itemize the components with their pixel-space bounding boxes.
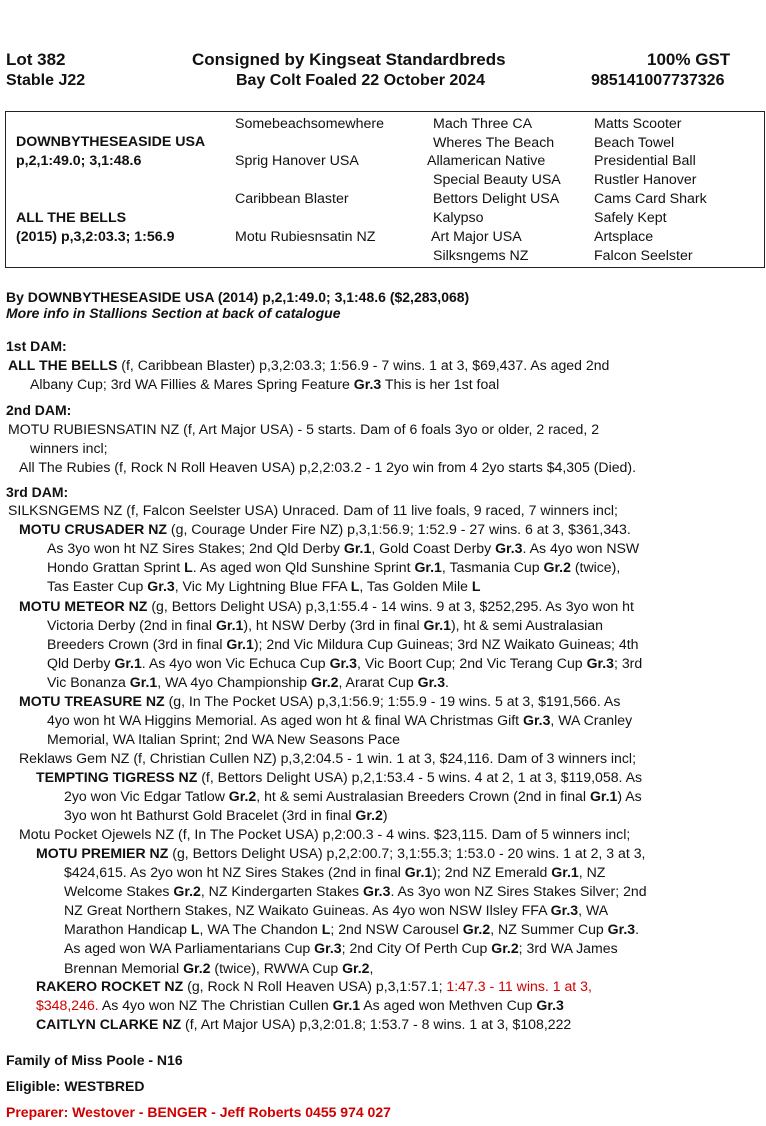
text-fragment: . As 4yo won Vic Echuca Cup — [141, 655, 330, 672]
text-fragment: ); 2nd Vic Mildura Cup Guineas; 3rd NZ Waikato Guineas; 4th — [253, 636, 639, 653]
first-dam-heading: 1st DAM: — [6, 338, 67, 354]
gst-label: 100% GST — [647, 50, 731, 69]
eligible-line: Eligible: WESTBRED — [6, 1078, 145, 1094]
text-fragment: , Gold Coast Derby — [371, 540, 496, 557]
sire-info-more: More info in Stallions Section at back of catalogue — [6, 305, 341, 321]
highlighted-stakes: $348,246. — [36, 997, 99, 1014]
text-fragment: MOTU RUBIESNSATIN NZ (f, Art Major USA) - 5 starts. Dam of 6 foals 3yo or older, 2 raced, 2 — [8, 421, 600, 437]
progeny-motu-premier — [36, 844, 754, 978]
grade-label: Gr.2 — [311, 674, 339, 691]
second-dam-foal — [19, 458, 759, 477]
text-fragment: As aged won WA Parliamentarians Cup — [64, 940, 315, 957]
second-dam-entry — [8, 420, 754, 458]
grade-label: Gr.2 — [228, 788, 257, 805]
grade-label: Gr.3 — [550, 902, 579, 919]
pedigree-g4: Safely Kept — [594, 210, 667, 226]
pedigree-g4: Presidential Ball — [594, 153, 696, 169]
text-fragment: (twice), — [570, 559, 621, 576]
stable-number: Stable J22 — [6, 72, 86, 89]
grade-label: Gr.3 — [314, 940, 342, 957]
grade-label: Gr.2 — [173, 883, 201, 900]
grade-label: L — [350, 578, 360, 595]
text-fragment: Qld Derby — [47, 655, 115, 672]
text-fragment: ); 2nd NZ Emerald — [432, 864, 552, 881]
text-fragment: Hondo Grattan Sprint — [47, 559, 185, 576]
pedigree-g3: Bettors Delight USA — [433, 191, 560, 207]
pedigree-g2: Sprig Hanover USA — [235, 153, 359, 169]
text-fragment: Breeders Crown (3rd in final — [47, 636, 227, 653]
highlighted-record: 1:47.3 - 11 wins. 1 at 3, — [446, 978, 592, 994]
text-fragment: , — [369, 959, 374, 976]
horse-name: MOTU TREASURE NZ — [19, 693, 165, 709]
first-dam-entry — [8, 356, 754, 394]
text-fragment: Victoria Derby (2nd in final — [47, 617, 216, 634]
family-line: Family of Miss Poole - N16 — [6, 1052, 183, 1068]
dam-record: (2015) p,3,2:03.3; 1:56.9 — [16, 229, 175, 245]
text-fragment: , NZ — [578, 864, 606, 881]
text-fragment: , Vic Boort Cup; 2nd Vic Terang Cup — [357, 655, 587, 672]
third-dam-intro — [8, 501, 754, 520]
pedigree-g2: Caribbean Blaster — [235, 191, 349, 207]
pedigree-box — [5, 111, 765, 268]
third-dam-heading: 3rd DAM: — [6, 484, 69, 500]
pedigree-g4: Falcon Seelster — [594, 248, 693, 264]
second-dam-heading: 2nd DAM: — [6, 402, 72, 418]
pedigree-g3: Silksngems NZ — [433, 248, 529, 264]
grade-label: Gr.3 — [495, 540, 523, 557]
text-fragment: , Tasmania Cup — [441, 559, 544, 576]
horse-name: MOTU CRUSADER NZ — [19, 521, 167, 537]
grade-label: Gr.3 — [417, 674, 446, 691]
text-fragment: winners incl; — [30, 440, 108, 457]
grade-label: Gr.2 — [543, 559, 571, 576]
pedigree-g2: Motu Rubiesnsatin NZ — [235, 229, 376, 245]
text-fragment: 4yo won ht WA Higgins Memorial. As aged won ht & final WA Christmas Gift — [47, 712, 523, 729]
text-fragment: NZ Great Northern Stakes, NZ Waikato Guineas. As 4yo won NSW Ilsley FFA — [64, 902, 551, 919]
text-fragment: . As aged won Qld Sunshine Sprint — [192, 559, 415, 576]
text-fragment: Motu Pocket Ojewels NZ (f, In The Pocket USA) p,2:00.3 - 4 wins. $23,115. Dam of 5 winners incl; — [19, 826, 631, 842]
grade-label: Gr.2 — [355, 807, 383, 824]
text-fragment: (f, Art Major USA) p,3,2:01.8; 1:53.7 - 8 wins. 1 at 3, $108,222 — [185, 1016, 572, 1032]
sire-record: p,2,1:49.0; 3,1:48.6 — [16, 153, 142, 169]
progeny-caitlyn-clarke — [36, 1015, 754, 1034]
text-fragment: , ht & semi Australasian Breeders Crown (2nd in final — [256, 788, 590, 805]
text-fragment: . As 3yo won NZ Sires Stakes Silver; 2nd — [390, 883, 647, 900]
progeny-motu-crusader — [19, 520, 754, 596]
grade-label: L — [184, 559, 193, 576]
text-fragment: Memorial, WA Italian Sprint; 2nd WA New Seasons Pace — [47, 731, 401, 748]
sire-name: DOWNBYTHESEASIDE USA — [16, 134, 206, 150]
grade-label: Gr.3 — [147, 578, 175, 595]
pedigree-g4: Beach Towel — [594, 135, 675, 151]
grade-label: Gr.3 — [363, 883, 391, 900]
consignor: Consigned by Kingseat Standardbreds — [192, 50, 506, 69]
text-fragment: ; 3rd — [614, 655, 643, 672]
grade-label: Gr.3 — [329, 655, 357, 672]
text-fragment: (g, Rock N Roll Heaven USA) p,3,1:57.1; — [187, 978, 447, 994]
text-fragment: This is her 1st foal — [384, 376, 500, 393]
pedigree-g4: Matts Scooter — [594, 116, 682, 132]
text-fragment: , NZ Kindergarten Stakes — [200, 883, 363, 900]
pedigree-g4: Cams Card Shark — [594, 191, 707, 207]
grade-label: Gr.3 — [522, 712, 551, 729]
pedigree-g3: Wheres The Beach — [433, 135, 555, 151]
text-fragment: , WA The Chandon — [199, 921, 322, 938]
progeny-rakero-rocket — [36, 977, 754, 1015]
text-fragment: ), ht & semi Australasian — [450, 617, 603, 634]
text-fragment: (f, Caribbean Blaster) p,3,2:03.3; 1:56.9 - 7 wins. 1 at 3, $69,437. As aged 2nd — [121, 357, 610, 373]
grade-label: Gr.3 — [586, 655, 614, 672]
text-fragment: , WA — [578, 902, 609, 919]
text-fragment: , NZ Summer Cup — [490, 921, 608, 938]
grade-label: Gr.1 — [215, 617, 244, 634]
pedigree-g3: Mach Three CA — [433, 116, 533, 132]
horse-name: RAKERO ROCKET NZ — [36, 978, 184, 994]
grade-label: Gr.2 — [462, 921, 491, 938]
horse-name: TEMPTING TIGRESS NZ — [36, 769, 198, 785]
progeny-reklaws-gem — [19, 749, 759, 768]
text-fragment: , Ararat Cup — [338, 674, 418, 691]
text-fragment: Brennan Memorial — [64, 959, 184, 976]
text-fragment: . As 4yo won NSW — [522, 540, 640, 557]
grade-label: Gr.1 — [114, 655, 142, 672]
grade-label: L — [471, 578, 481, 595]
progeny-tempting-tigress — [36, 768, 754, 825]
text-fragment: , WA Cranley — [550, 712, 633, 729]
progeny-motu-treasure — [19, 692, 754, 749]
microchip-number: 985141007737326 — [591, 72, 725, 89]
text-fragment: (f, Bettors Delight USA) p,2,1:53.4 - 5 wins. 4 at 2, 1 at 3, $119,058. As — [201, 769, 643, 785]
horse-name: MOTU PREMIER NZ — [36, 845, 169, 861]
dam-name: ALL THE BELLS — [8, 357, 118, 373]
text-fragment: 2yo won Vic Edgar Tatlow — [64, 788, 229, 805]
horse-name: CAITLYN CLARKE NZ — [36, 1016, 182, 1032]
grade-label: Gr.3 — [353, 376, 382, 393]
grade-label: Gr.2 — [183, 959, 211, 976]
text-fragment: . — [635, 921, 640, 938]
pedigree-g3: Allamerican Native — [427, 153, 546, 169]
text-fragment: , WA 4yo Championship — [157, 674, 312, 691]
text-fragment: (g, In The Pocket USA) p,3,1:56.9; 1:55.9 - 19 wins. 5 at 3, $191,566. As — [168, 693, 621, 709]
grade-label: Gr.1 — [414, 559, 442, 576]
grade-label: L — [321, 921, 331, 938]
grade-label: Gr.1 — [589, 788, 618, 805]
text-fragment: All The Rubies (f, Rock N Roll Heaven USA) p,2,2:03.2 - 1 2yo win from 4 2yo starts $4,305 (Died). — [19, 459, 637, 475]
text-fragment: ; 2nd NSW Carousel — [330, 921, 463, 938]
preparer-line: Preparer: Westover - BENGER - Jeff Roberts 0455 974 027 — [6, 1104, 391, 1120]
grade-label: Gr.1 — [332, 997, 361, 1014]
text-fragment: Marathon Handicap — [64, 921, 191, 938]
pedigree-g4: Rustler Hanover — [594, 172, 697, 188]
foaled-info: Bay Colt Foaled 22 October 2024 — [236, 72, 485, 89]
grade-label: Gr.3 — [536, 997, 564, 1014]
text-fragment: As aged won Methven Cup — [360, 997, 537, 1014]
text-fragment: , Tas Golden Mile — [359, 578, 472, 595]
text-fragment: ; 3rd WA James — [518, 940, 618, 957]
grade-label: Gr.1 — [404, 864, 433, 881]
grade-label: Gr.2 — [491, 940, 519, 957]
text-fragment: Welcome Stakes — [64, 883, 174, 900]
progeny-motu-meteor: MOTU METEOR NZ (g, Bettors Delight USA) p,3,1:55.4 - 14 wins. 9 at 3, $252,295. As 3yo won ht Victoria Derby (2nd in final Gr.1), ht NSW Derby (3rd in final Gr.1), ht & semi Australasian Breeders Crown (3rd in final Gr.1); 2nd Vic Mildura Cup Guineas; 3rd NZ Waikato Guineas; 4th Qld Derby Gr.1. As 4yo won Vic Echuca Cup Gr.3, Vic Boort Cup; 2nd Vic Terang Cup Gr.3; 3rd Vic Bonanza Gr.1, WA 4yo Championship Gr.2, Ararat Cup Gr.3. — [19, 598, 643, 691]
text-fragment: ) As — [617, 788, 642, 805]
grade-label: Gr.1 — [226, 636, 254, 653]
dam-name: ALL THE BELLS — [16, 210, 127, 226]
pedigree-g3: Special Beauty USA — [433, 172, 561, 188]
grade-label: Gr.1 — [423, 617, 451, 634]
text-fragment: (g, Courage Under Fire NZ) p,3,1:56.9; 1:52.9 - 27 wins. 6 at 3, $361,343. — [170, 521, 631, 537]
grade-label: Gr.2 — [342, 959, 370, 976]
text-fragment: Albany Cup; 3rd WA Fillies & Mares Spring Feature — [30, 376, 350, 393]
text-fragment: ) — [382, 807, 388, 824]
text-fragment: (twice), RWWA Cup — [210, 959, 343, 976]
text-fragment: SILKSNGEMS NZ (f, Falcon Seelster USA) Unraced. Dam of 11 live foals, 9 raced, 7 winners incl; — [8, 502, 618, 518]
lot-number: Lot 382 — [6, 50, 66, 69]
text-fragment: Vic Bonanza — [47, 674, 130, 691]
text-fragment: , Vic My Lightning Blue FFA — [174, 578, 351, 595]
text-fragment: (g, Bettors Delight USA) p,3,1:55.4 - 14 wins. 9 at 3, $252,295. As 3yo won ht — [151, 598, 634, 614]
grade-label: Gr.1 — [343, 540, 372, 557]
text-fragment: As 4yo won NZ The Christian Cullen — [98, 997, 333, 1014]
grade-label: L — [190, 921, 200, 938]
text-fragment: 3yo won ht Bathurst Gold Bracelet (3rd in final — [64, 807, 356, 824]
text-fragment: ), ht NSW Derby (3rd in final — [243, 617, 424, 634]
grade-label: Gr.1 — [551, 864, 579, 881]
horse-name: MOTU METEOR NZ — [19, 598, 148, 614]
progeny-motu-pocket-ojewels — [19, 825, 759, 844]
pedigree-g2: Somebeachsomewhere — [235, 116, 385, 132]
pedigree-g4: Artsplace — [594, 229, 654, 245]
text-fragment: ; 2nd City Of Perth Cup — [341, 940, 492, 957]
pedigree-g3: Kalypso — [433, 210, 484, 226]
pedigree-g3: Art Major USA — [431, 229, 522, 245]
text-fragment: Reklaws Gem NZ (f, Christian Cullen NZ) p,3,2:04.5 - 1 win. 1 at 3, $24,116. Dam of 3 winners incl; — [19, 750, 636, 766]
text-fragment: (g, Bettors Delight USA) p,2,2:00.7; 3,1:55.3; 1:53.0 - 20 wins. 1 at 2, 3 at 3, — [172, 845, 646, 861]
text-fragment: As 3yo won ht NZ Sires Stakes; 2nd Qld Derby — [47, 540, 344, 557]
text-fragment: Tas Easter Cup — [47, 578, 148, 595]
grade-label: Gr.3 — [607, 921, 636, 938]
grade-label: Gr.1 — [129, 674, 158, 691]
sire-info-line: By DOWNBYTHESEASIDE USA (2014) p,2,1:49.0; 3,1:48.6 ($2,283,068) — [6, 289, 470, 305]
text-fragment: $424,615. As 2yo won ht NZ Sires Stakes (2nd in final — [64, 864, 405, 881]
